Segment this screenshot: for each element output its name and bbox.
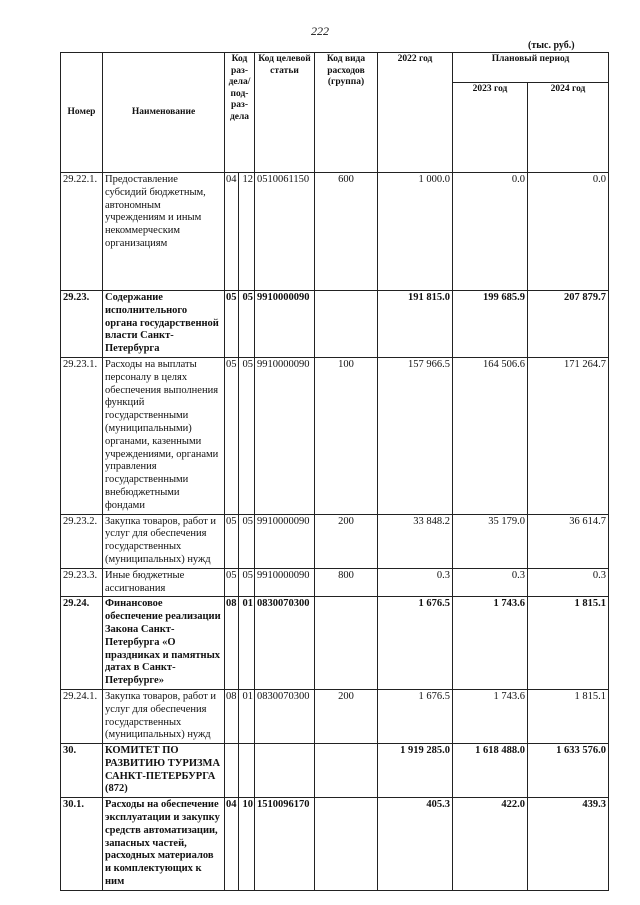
row-target: 9910000090 xyxy=(255,357,315,514)
row-2023: 199 685.9 xyxy=(453,291,528,358)
row-number: 29.24.1. xyxy=(61,689,103,743)
row-2023: 0.0 xyxy=(453,173,528,291)
row-section: 05 xyxy=(225,357,239,514)
row-2022: 1 000.0 xyxy=(378,173,453,291)
row-2024: 0.0 xyxy=(528,173,609,291)
table-row xyxy=(61,568,609,597)
row-name: Содержание исполнительного органа государственной власти Санкт-Петербурга xyxy=(103,291,225,358)
row-subsection xyxy=(239,744,255,798)
row-2024: 0.3 xyxy=(528,568,609,597)
table-row xyxy=(61,689,609,743)
row-expense: 600 xyxy=(315,173,378,291)
row-expense: 200 xyxy=(315,689,378,743)
row-target: 9910000090 xyxy=(255,568,315,597)
header-year-2024: 2024 год xyxy=(528,83,609,173)
row-number: 29.23.1. xyxy=(61,357,103,514)
row-2023: 1 743.6 xyxy=(453,689,528,743)
row-2022: 1 676.5 xyxy=(378,597,453,690)
row-target: 0830070300 xyxy=(255,597,315,690)
row-name: КОМИТЕТ ПО РАЗВИТИЮ ТУРИЗМА САНКТ-ПЕТЕРБУРГА (872) xyxy=(103,744,225,798)
row-section: 04 xyxy=(225,173,239,291)
row-subsection: 05 xyxy=(239,291,255,358)
row-number: 29.24. xyxy=(61,597,103,690)
row-name: Расходы на обеспечение эксплуатации и закупку средств автоматизации, запасных частей, расходных материалов и комплектующих к ним xyxy=(103,798,225,891)
row-subsection: 10 xyxy=(239,798,255,891)
row-section: 08 xyxy=(225,597,239,690)
row-number: 29.23.3. xyxy=(61,568,103,597)
row-2023: 35 179.0 xyxy=(453,514,528,568)
row-2024: 1 633 576.0 xyxy=(528,744,609,798)
row-target: 0830070300 xyxy=(255,689,315,743)
row-number: 29.23.2. xyxy=(61,514,103,568)
row-2023: 0.3 xyxy=(453,568,528,597)
table-row xyxy=(61,514,609,568)
budget-table xyxy=(60,52,609,891)
header-number: Номер xyxy=(61,53,103,173)
header-expense-code: Код вида расходов (группа) xyxy=(315,53,378,173)
row-subsection: 01 xyxy=(239,689,255,743)
row-expense: 800 xyxy=(315,568,378,597)
page-number: 222 xyxy=(311,24,329,38)
row-subsection: 05 xyxy=(239,568,255,597)
row-2022: 0.3 xyxy=(378,568,453,597)
header-planning-period: Плановый период xyxy=(453,53,609,83)
row-2023: 1 618 488.0 xyxy=(453,744,528,798)
row-2024: 171 264.7 xyxy=(528,357,609,514)
row-subsection: 05 xyxy=(239,514,255,568)
row-number: 30.1. xyxy=(61,798,103,891)
row-name: Иные бюджетные ассигнования xyxy=(103,568,225,597)
row-name: Предоставление субсидий бюджетным, автономным учреждениям и иным некоммерческим организациям xyxy=(103,173,225,291)
row-target: 9910000090 xyxy=(255,514,315,568)
row-number: 30. xyxy=(61,744,103,798)
row-2022: 157 966.5 xyxy=(378,357,453,514)
row-name: Закупка товаров, работ и услуг для обеспечения государственных (муниципальных) нужд xyxy=(103,689,225,743)
row-section: 05 xyxy=(225,568,239,597)
row-subsection: 12 xyxy=(239,173,255,291)
table-row xyxy=(61,173,609,291)
row-2024: 207 879.7 xyxy=(528,291,609,358)
row-section: 05 xyxy=(225,291,239,358)
header-target-code: Код целевой статьи xyxy=(255,53,315,173)
row-target xyxy=(255,744,315,798)
row-number: 29.22.1. xyxy=(61,173,103,291)
row-subsection: 01 xyxy=(239,597,255,690)
row-2023: 422.0 xyxy=(453,798,528,891)
row-section: 05 xyxy=(225,514,239,568)
row-2023: 164 506.6 xyxy=(453,357,528,514)
row-2024: 439.3 xyxy=(528,798,609,891)
row-2024: 36 614.7 xyxy=(528,514,609,568)
row-expense xyxy=(315,291,378,358)
table-row xyxy=(61,357,609,514)
row-2022: 33 848.2 xyxy=(378,514,453,568)
row-name: Финансовое обеспечение реализации Закона Санкт-Петербурга «О праздниках и памятных датах в Санкт-Петербурге» xyxy=(103,597,225,690)
row-section: 08 xyxy=(225,689,239,743)
row-section: 04 xyxy=(225,798,239,891)
row-target: 9910000090 xyxy=(255,291,315,358)
row-expense xyxy=(315,798,378,891)
row-2022: 1 919 285.0 xyxy=(378,744,453,798)
header-section-code: Код раз-дела/ под-раз-дела xyxy=(225,53,255,173)
row-subsection: 05 xyxy=(239,357,255,514)
row-2023: 1 743.6 xyxy=(453,597,528,690)
row-target: 1510096170 xyxy=(255,798,315,891)
table-row xyxy=(61,744,609,798)
table-row xyxy=(61,291,609,358)
row-expense: 200 xyxy=(315,514,378,568)
header-year-2022: 2022 год xyxy=(378,53,453,173)
header-name: Наименование xyxy=(103,53,225,173)
table-row xyxy=(61,798,609,891)
row-expense xyxy=(315,597,378,690)
row-target: 0510061150 xyxy=(255,173,315,291)
row-expense xyxy=(315,744,378,798)
row-section xyxy=(225,744,239,798)
row-2022: 405.3 xyxy=(378,798,453,891)
row-number: 29.23. xyxy=(61,291,103,358)
units-label: (тыс. руб.) xyxy=(528,40,575,51)
header-year-2023: 2023 год xyxy=(453,83,528,173)
row-expense: 100 xyxy=(315,357,378,514)
row-2024: 1 815.1 xyxy=(528,597,609,690)
row-name: Закупка товаров, работ и услуг для обеспечения государственных (муниципальных) нужд xyxy=(103,514,225,568)
row-2022: 191 815.0 xyxy=(378,291,453,358)
row-name: Расходы на выплаты персоналу в целях обеспечения выполнения функций государственными (муниципальными) органами, казенными учреждениями, органами управления государственными внебюджетными фондами xyxy=(103,357,225,514)
row-2024: 1 815.1 xyxy=(528,689,609,743)
row-2022: 1 676.5 xyxy=(378,689,453,743)
table-row xyxy=(61,597,609,690)
